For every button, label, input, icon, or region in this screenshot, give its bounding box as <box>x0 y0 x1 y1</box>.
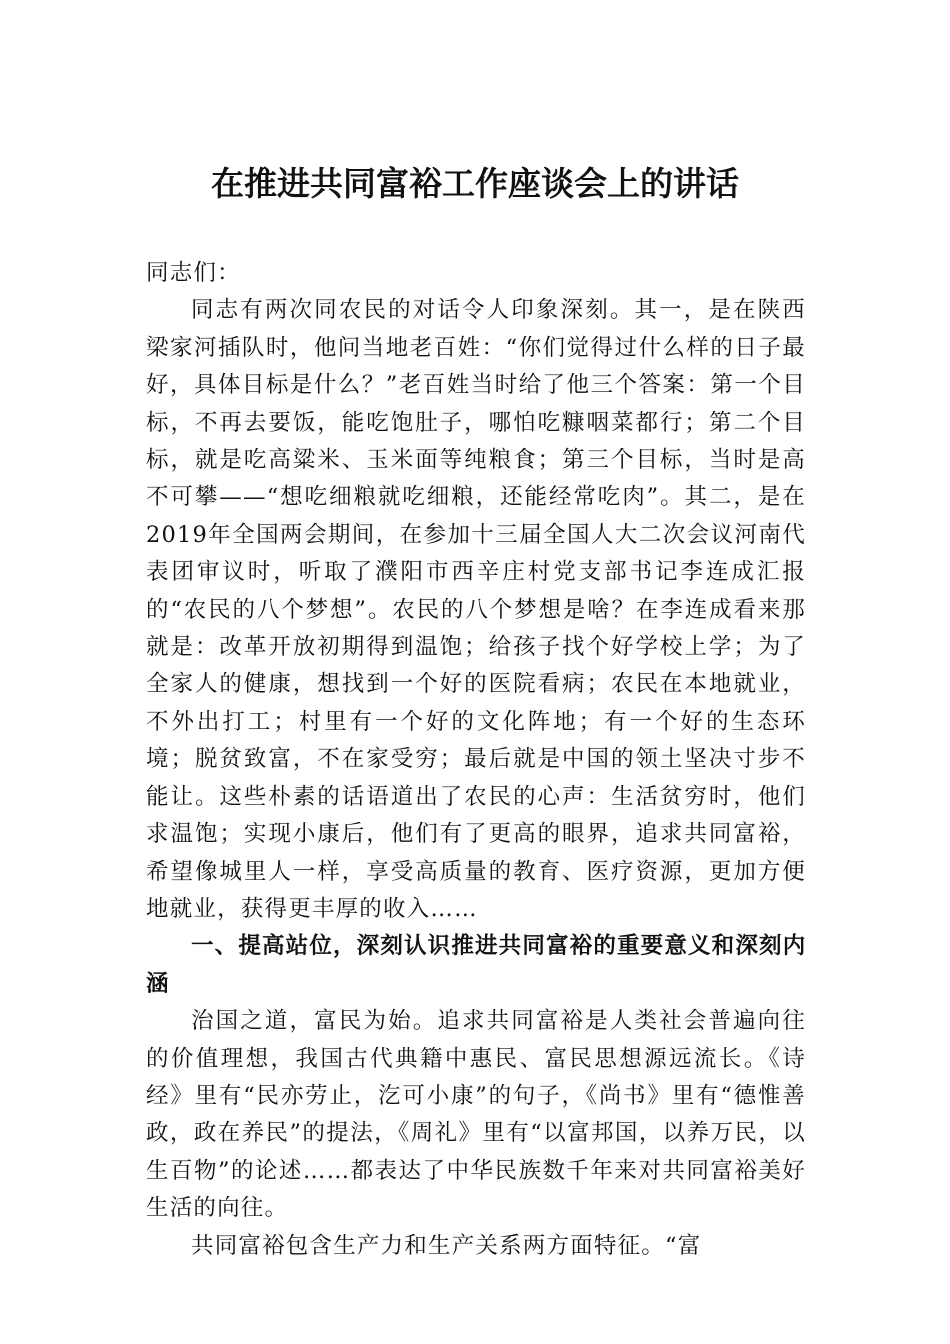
body-paragraph-3: 共同富裕包含生产力和生产关系两方面特征。“富 <box>191 1232 702 1259</box>
section-heading-1: 一、提高站位，深刻认识推进共同富裕的重要意义和深刻内涵 <box>146 933 806 997</box>
document-body <box>146 255 806 1265</box>
body-paragraph-2: 治国之道，富民为始。追求共同富裕是人类社会普遍向往的价值理想，我国古代典籍中惠民、富民思想源远流长。《诗经》里有“民亦劳止，汔可小康”的句子，《尚书》里有“德惟善政，政在养民”的提法，《周礼》里有“以富邦国，以养万民，以生百物”的论述……都表达了中华民族数千年来对共同富裕美好生活的向往。 <box>146 1008 806 1222</box>
document-title: 在推进共同富裕工作座谈会上的讲话 <box>211 164 739 203</box>
body-paragraph-1: 同志有两次同农民的对话令人印象深刻。其一，是在陕西梁家河插队时，他问当地老百姓：“你们觉得过什么样的日子最好，具体目标是什么？”老百姓当时给了他三个答案：第一个目标，不再去要饭，能吃饱肚子，哪怕吃糠咽菜都行；第二个目标，就是吃高粱米、玉米面等纯粮食；第三个目标，当时是高不可攀——“想吃细粮就吃细粮，还能经常吃肉”。其二，是在2019年全国两会期间，在参加十三届全国人大二次会议河南代表团审议时，听取了濮阳市西辛庄村党支部书记李连成汇报的“农民的八个梦想”。农民的八个梦想是啥？在李连成看来那就是：改革开放初期得到温饱；给孩子找个好学校上学；为了全家人的健康，想找到一个好的医院看病；农民在本地就业，不外出打工；村里有一个好的文化阵地；有一个好的生态环境；脱贫致富，不在家受穷；最后就是中国的领土坚决寸步不能让。这些朴素的话语道出了农民的心声：生活贫穷时，他们求温饱；实现小康后，他们有了更高的眼界，追求共同富裕，希望像城里人一样，享受高质量的教育、医疗资源，更加方便地就业，获得更丰厚的收入…… <box>146 297 806 922</box>
salutation: 同志们： <box>146 260 241 286</box>
